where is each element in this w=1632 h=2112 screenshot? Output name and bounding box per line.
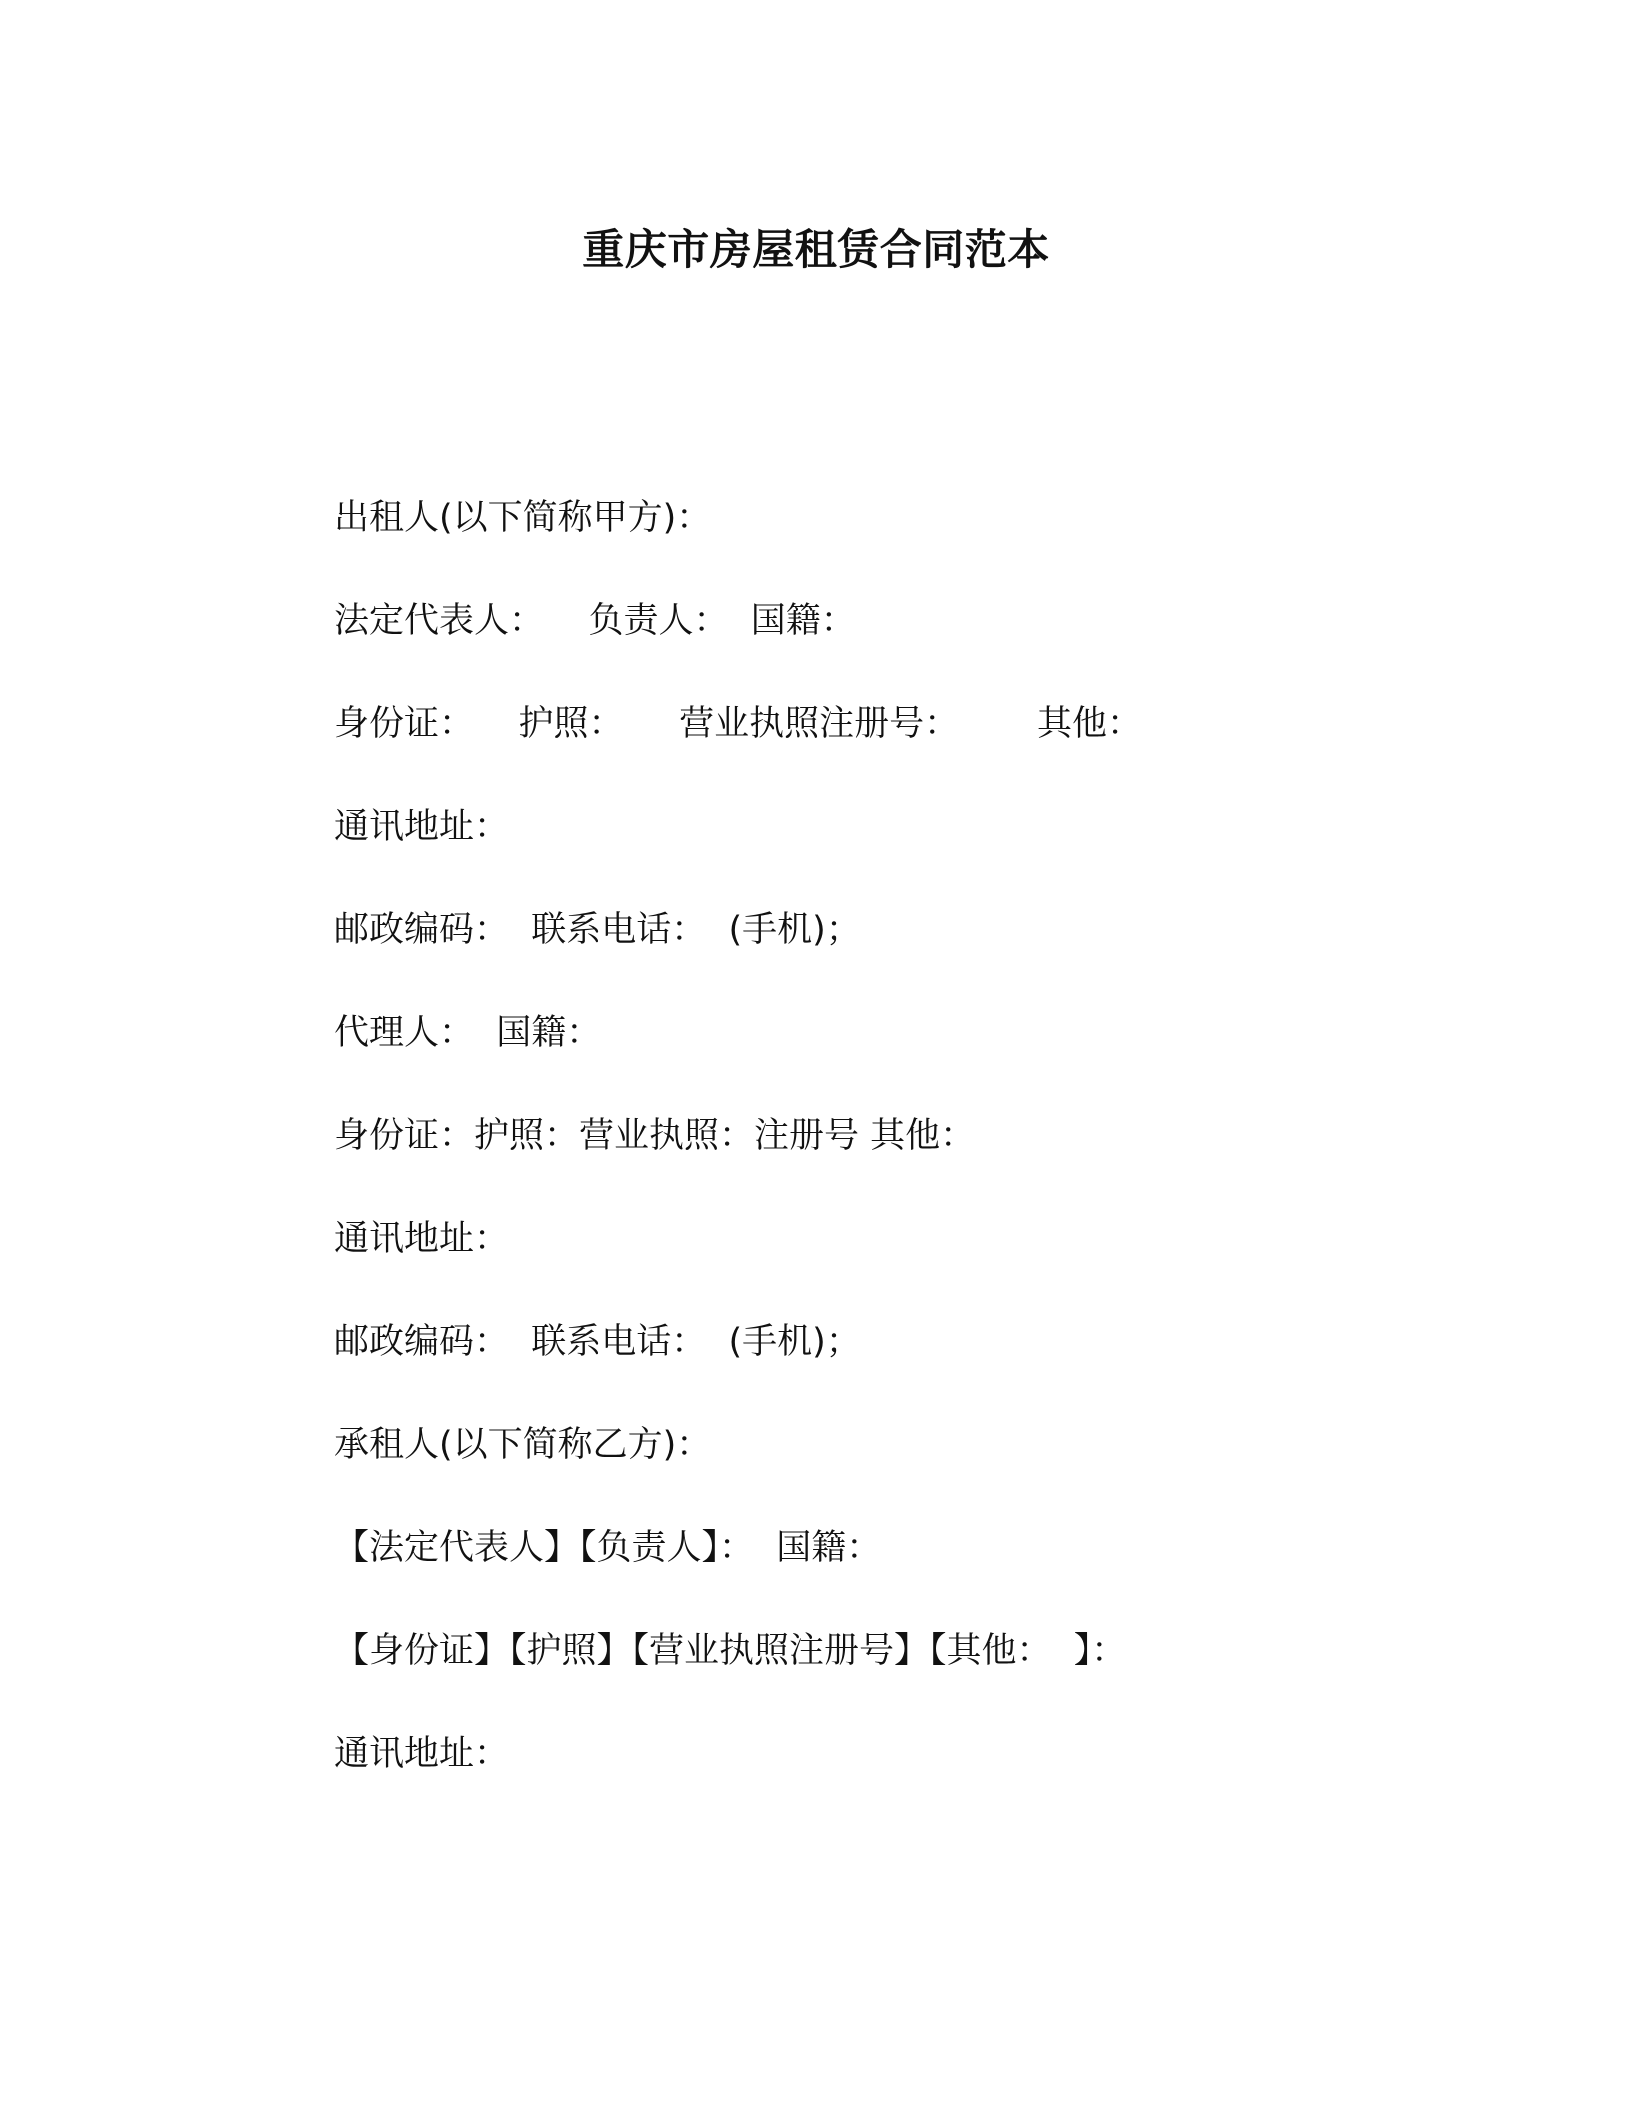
lessee-representative-line: 【法定代表人】【负责人】： 国籍：: [334, 1528, 882, 1568]
agent-address-line: 通讯地址：: [334, 1219, 510, 1259]
lessor-contact-line: 邮政编码： 联系电话： (手机)；: [334, 910, 861, 950]
lessor-representative-line: 法定代表人： 负责人： 国籍：: [334, 601, 856, 641]
lessor-line: 出租人(以下简称甲方)：: [334, 498, 712, 538]
document-title: 重庆市房屋租赁合同范本: [582, 225, 1050, 274]
agent-line: 代理人： 国籍：: [334, 1013, 602, 1053]
agent-contact-line: 邮政编码： 联系电话： (手机)；: [334, 1322, 861, 1362]
contract-fields: [334, 493, 1534, 1832]
lessee-address-line: 通讯地址：: [334, 1734, 510, 1774]
lessee-id-line: 【身份证】【护照】【营业执照注册号】【其他： 】：: [334, 1631, 1127, 1671]
lessor-id-line: 身份证： 护照： 营业执照注册号： 其他：: [334, 704, 1143, 744]
agent-id-line: 身份证：护照：营业执照：注册号 其他：: [334, 1116, 976, 1156]
lessee-line: 承租人(以下简称乙方)：: [334, 1425, 712, 1465]
lessor-address-line: 通讯地址：: [334, 807, 510, 847]
